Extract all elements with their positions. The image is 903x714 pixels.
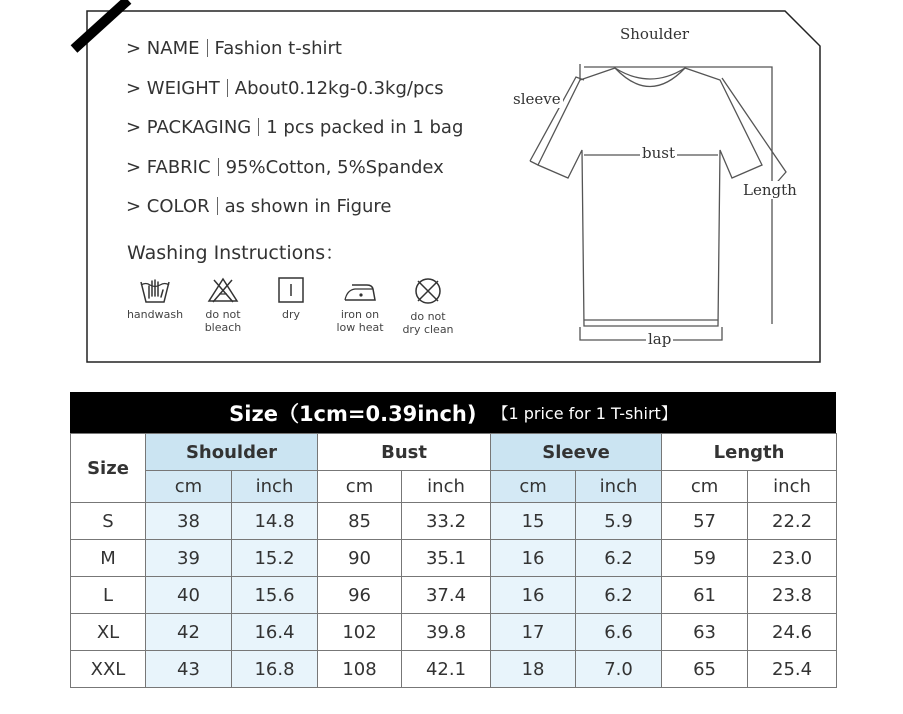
size-chart-title-bar — [70, 392, 836, 433]
do-not-dry-clean-icon — [411, 276, 445, 306]
table-cell: 33.2 — [402, 503, 491, 540]
corner-ribbon — [74, 0, 128, 49]
wash-item-dry — [256, 276, 326, 321]
spec-packaging: > PACKAGING 1 pcs packed in 1 bag — [126, 117, 464, 138]
size-chart-title: Size（1cm=0.39inch) — [229, 401, 477, 426]
table-cell: 38 — [146, 503, 232, 540]
unit-header: cm — [318, 471, 402, 503]
wash-caption: dry — [281, 308, 300, 321]
unit-header: inch — [576, 471, 662, 503]
table-cell: 5.9 — [576, 503, 662, 540]
size-chart — [70, 392, 836, 688]
table-cell: 63 — [662, 614, 748, 651]
size-cell: L — [71, 577, 146, 614]
size-cell: M — [71, 540, 146, 577]
group-header-shoulder: Shoulder — [146, 434, 318, 471]
washing-title: Washing Instructions： — [127, 242, 345, 264]
table-row — [71, 540, 837, 577]
unit-header: inch — [402, 471, 491, 503]
table-row — [71, 651, 837, 688]
table-cell: 15.6 — [232, 577, 318, 614]
table-row — [71, 614, 837, 651]
table-row — [71, 577, 837, 614]
table-cell: 7.0 — [576, 651, 662, 688]
size-column-header: Size — [71, 434, 146, 503]
table-cell: 40 — [146, 577, 232, 614]
group-header-sleeve: Sleeve — [491, 434, 662, 471]
table-cell: 23.0 — [748, 540, 837, 577]
spec-color: > COLOR as shown in Figure — [126, 196, 392, 217]
table-cell: 16.8 — [232, 651, 318, 688]
table-cell: 6.6 — [576, 614, 662, 651]
table-cell: 39.8 — [402, 614, 491, 651]
wash-item-iron — [325, 276, 395, 334]
table-cell: 25.4 — [748, 651, 837, 688]
diagram-label-sleeve: sleeve — [513, 90, 561, 108]
wash-caption: do not bleach — [204, 308, 242, 334]
wash-item-bleach — [188, 276, 258, 334]
table-cell: 14.8 — [232, 503, 318, 540]
table-cell: 24.6 — [748, 614, 837, 651]
size-cell: XL — [71, 614, 146, 651]
price-note: 【1 price for 1 T-shirt】 — [492, 404, 677, 423]
table-cell: 37.4 — [402, 577, 491, 614]
size-table — [70, 433, 837, 688]
spec-fabric: > FABRIC 95%Cotton, 5%Spandex — [126, 157, 444, 178]
table-cell: 102 — [318, 614, 402, 651]
table-cell: 85 — [318, 503, 402, 540]
diagram-label-length: Length — [743, 181, 797, 199]
table-cell: 17 — [491, 614, 576, 651]
unit-header: cm — [146, 471, 232, 503]
spec-weight: > WEIGHT About0.12kg-0.3kg/pcs — [126, 78, 444, 99]
wash-caption: iron on low heat — [336, 308, 384, 334]
table-cell: 22.2 — [748, 503, 837, 540]
table-cell: 96 — [318, 577, 402, 614]
table-cell: 42 — [146, 614, 232, 651]
table-cell: 6.2 — [576, 577, 662, 614]
group-header-length: Length — [662, 434, 837, 471]
unit-header: inch — [232, 471, 318, 503]
wash-caption: do not dry clean — [402, 310, 454, 336]
table-cell: 90 — [318, 540, 402, 577]
tumble-dry-icon — [274, 276, 308, 304]
table-row — [71, 503, 837, 540]
unit-header: cm — [662, 471, 748, 503]
group-header-bust: Bust — [318, 434, 491, 471]
table-cell: 23.8 — [748, 577, 837, 614]
handwash-icon — [138, 276, 172, 304]
iron-low-heat-icon — [342, 276, 378, 304]
table-cell: 18 — [491, 651, 576, 688]
unit-header: cm — [491, 471, 576, 503]
table-cell: 16.4 — [232, 614, 318, 651]
wash-item-dryclean — [393, 276, 463, 336]
table-cell: 39 — [146, 540, 232, 577]
table-cell: 108 — [318, 651, 402, 688]
table-cell: 16 — [491, 540, 576, 577]
table-cell: 6.2 — [576, 540, 662, 577]
table-cell: 42.1 — [402, 651, 491, 688]
wash-item-handwash — [120, 276, 190, 321]
do-not-bleach-icon — [206, 276, 240, 304]
table-cell: 15 — [491, 503, 576, 540]
table-cell: 15.2 — [232, 540, 318, 577]
table-cell: 59 — [662, 540, 748, 577]
spec-name: > NAME Fashion t-shirt — [126, 38, 342, 59]
diagram-label-lap: lap — [648, 330, 672, 348]
diagram-label-bust: bust — [642, 144, 675, 162]
size-cell: S — [71, 503, 146, 540]
unit-header: inch — [748, 471, 837, 503]
table-cell: 43 — [146, 651, 232, 688]
table-cell: 65 — [662, 651, 748, 688]
size-cell: XXL — [71, 651, 146, 688]
wash-caption: handwash — [126, 308, 184, 321]
diagram-label-shoulder: Shoulder — [620, 25, 690, 43]
table-cell: 16 — [491, 577, 576, 614]
table-cell: 61 — [662, 577, 748, 614]
table-cell: 35.1 — [402, 540, 491, 577]
table-cell: 57 — [662, 503, 748, 540]
